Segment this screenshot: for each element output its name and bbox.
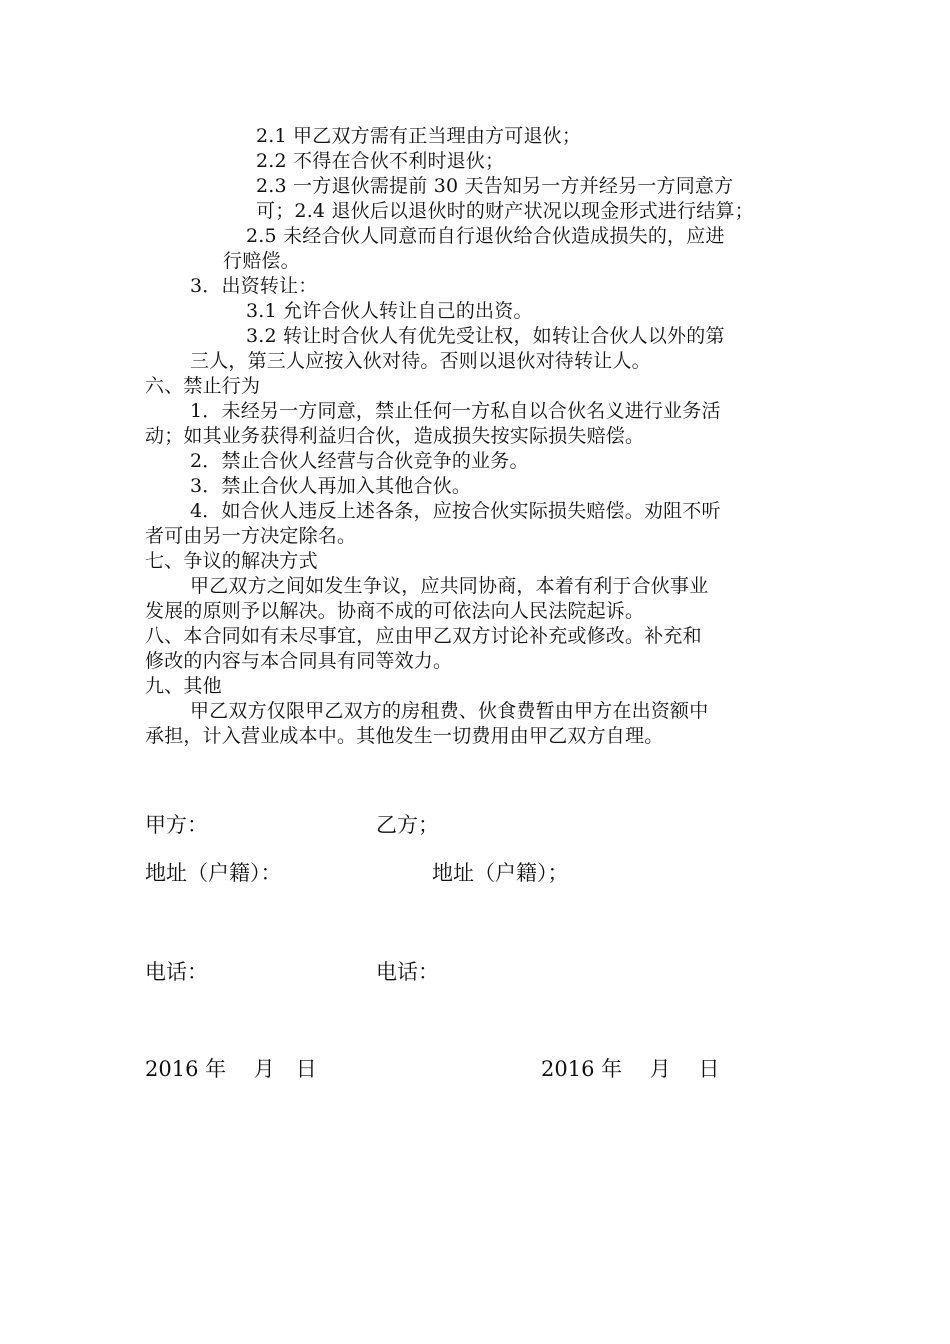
section-6-item-4: 4．如合伙人违反上述各条，应按合伙实际损失赔偿。劝阻不听 bbox=[190, 500, 721, 522]
address-a-label: 地址（户籍）： bbox=[145, 861, 282, 885]
party-b-label: 乙方； bbox=[376, 813, 439, 837]
clause-3-2-cont: 三人，第三人应按入伙对待。否则以退伙对待转让人。 bbox=[190, 350, 651, 372]
section-6-item-4-cont: 者可由另一方决定除名。 bbox=[145, 525, 357, 547]
date-b: 2016 年 月 日 bbox=[541, 1057, 720, 1081]
party-a-label: 甲方： bbox=[145, 813, 208, 837]
item-3-heading: 3．出资转让： bbox=[190, 275, 318, 297]
section-9-heading: 九、其他 bbox=[145, 675, 222, 697]
section-7-body-cont: 发展的原则予以解决。协商不成的可依法向人民法院起诉。 bbox=[145, 600, 645, 622]
section-8-body: 八、本合同如有未尽事宜，应由甲乙双方讨论补充或修改。补充和 bbox=[145, 625, 702, 647]
clause-3-2: 3.2 转让时合伙人有优先受让权，如转让合伙人以外的第 bbox=[246, 325, 725, 347]
section-6-item-1: 1．未经另一方同意，禁止任何一方私自以合伙名义进行业务活 bbox=[190, 400, 721, 422]
section-6-item-3: 3．禁止合伙人再加入其他合伙。 bbox=[190, 475, 472, 497]
section-6-item-2: 2．禁止合伙人经营与合伙竞争的业务。 bbox=[190, 450, 529, 472]
section-7-body: 甲乙双方之间如发生争议，应共同协商，本着有利于合伙事业 bbox=[190, 575, 709, 597]
phone-b-label: 电话： bbox=[376, 960, 439, 984]
date-a: 2016 年 月 日 bbox=[145, 1057, 317, 1081]
phone-a-label: 电话： bbox=[145, 960, 208, 984]
clause-2-3: 2.3 一方退伙需提前 30 天告知另一方并经另一方同意方 bbox=[256, 175, 734, 197]
clause-2-3-cont: 可；2.4 退伙后以退伙时的财产状况以现金形式进行结算； bbox=[256, 200, 754, 222]
clause-2-2: 2.2 不得在合伙不利时退伙； bbox=[256, 150, 505, 172]
clause-2-5-cont: 行赔偿。 bbox=[223, 250, 300, 272]
section-6-item-1-cont: 动；如其业务获得利益归合伙，造成损失按实际损失赔偿。 bbox=[145, 425, 645, 447]
address-b-label: 地址（户籍）； bbox=[432, 861, 569, 885]
clause-3-1: 3.1 允许合伙人转让自己的出资。 bbox=[246, 300, 533, 322]
section-9-body: 甲乙双方仅限甲乙双方的房租费、伙食费暂由甲方在出资额中 bbox=[190, 700, 709, 722]
clause-2-5: 2.5 未经合伙人同意而自行退伙给合伙造成损失的，应进 bbox=[246, 225, 725, 247]
clause-2-1: 2.1 甲乙双方需有正当理由方可退伙； bbox=[256, 125, 582, 147]
section-6-heading: 六、禁止行为 bbox=[145, 375, 261, 397]
section-7-heading: 七、争议的解决方式 bbox=[145, 550, 318, 572]
section-9-body-cont: 承担，计入营业成本中。其他发生一切费用由甲乙双方自理。 bbox=[145, 725, 664, 747]
section-8-body-cont: 修改的内容与本合同具有同等效力。 bbox=[145, 650, 453, 672]
